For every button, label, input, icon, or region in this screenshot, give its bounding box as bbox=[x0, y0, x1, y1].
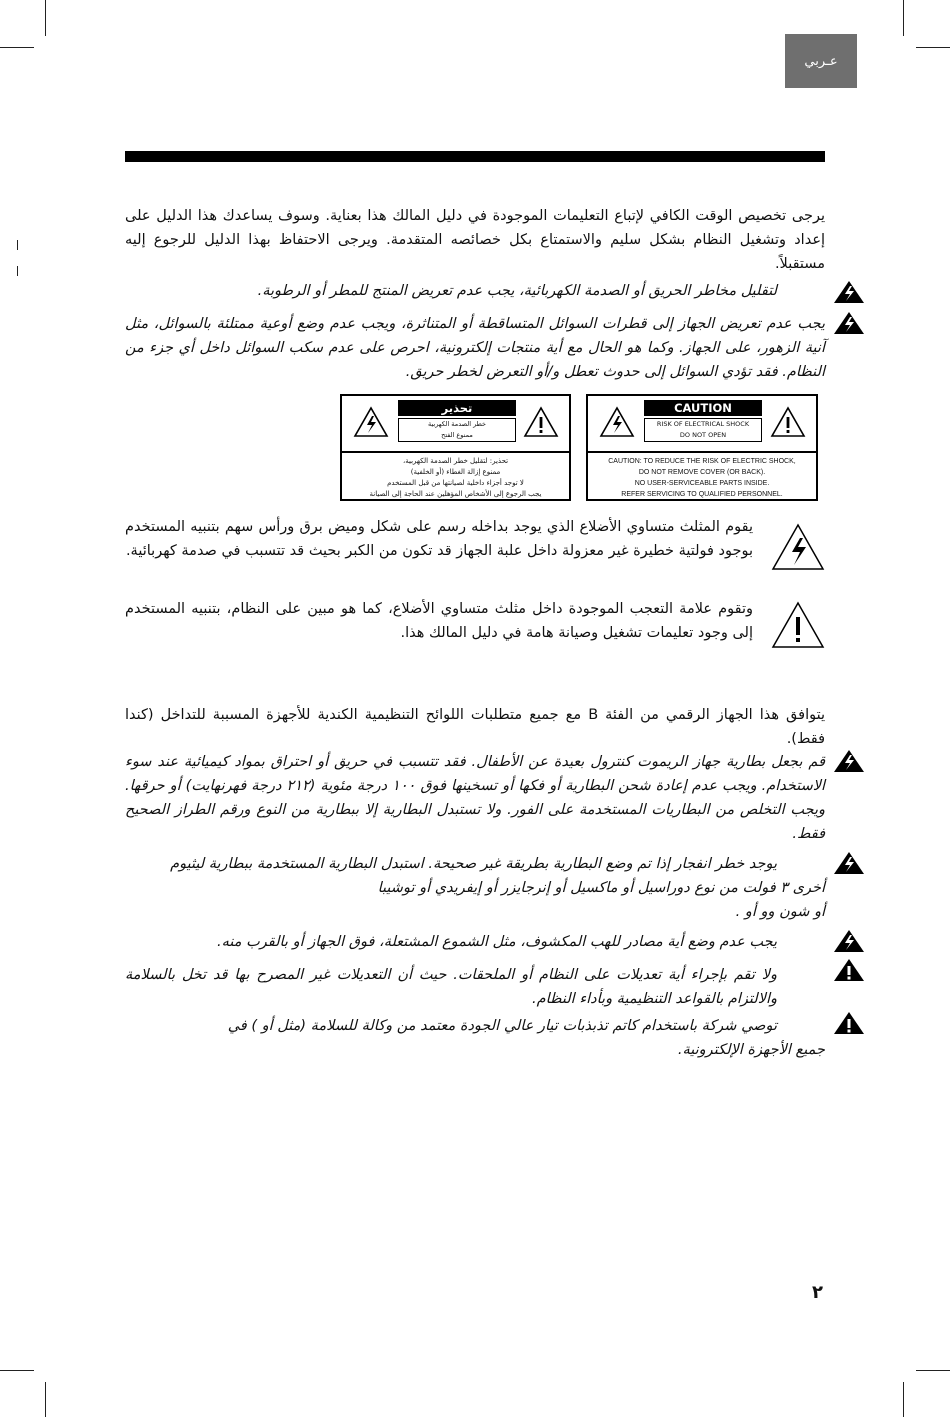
language-tab bbox=[785, 34, 857, 88]
warning-liquids-text: يجب عدم تعريض الجهاز إلى قطرات السوائل المتساقطة أو المتناثرة، ويجب عدم وضع أوعية ممتلئة بالسوائل، مثل آنية الزهور، على الجهاز. وكما هو الحال مع أية منتجات إلكترونية، احرص على عدم سكب السوائل داخل أي جزء من النظام. فقد تؤدي السوائل إلى حدوث تعطل و/أو التعرض لخطر حريق. bbox=[125, 316, 825, 380]
exclamation-symbol-text: وتقوم علامة التعجب الموجودة داخل مثلث متساوي الأضلاع، كما هو مبين على النظام، بتنبيه المستخدم إلى وجود تعليمات تشغيل وصيانة هامة في دليل المالك هذا. bbox=[125, 601, 753, 641]
language-tab-label: عـربي bbox=[804, 53, 838, 69]
crop-mark bbox=[17, 266, 18, 276]
exclamation-triangle-icon bbox=[770, 406, 806, 438]
exclamation-warning-icon bbox=[832, 1010, 866, 1036]
lightning-warning-icon bbox=[832, 748, 866, 774]
modifications-warning-text: ولا تقم بإجراء أية تعديلات على النظام أو الملحقات. حيث أن التعديلات غير المصرح بها قد تخل بالسلامة والالتزام بالقواعد التنظيمية وبأداء النظام. bbox=[125, 967, 777, 1007]
lightning-symbol-text: يقوم المثلث متساوي الأضلاع الذي يوجد بداخله رسم على شكل وميض برق ورأس سهم بتنبيه المستخدم بوجود فولتية خطيرة غير معزولة داخل علبة الجهاز قد تكون من الكبر بحيث قد تتسبب في صدمة كهربائية. bbox=[125, 519, 753, 559]
battery-children-text: قم بجعل بطارية جهاز الريموت كنترول بعيدة عن الأطفال. فقد تتسبب في حريق أو احتراق بمواد كيميائية عند سوء الاستخدام. ويجب عدم إعادة شحن البطارية أو فكها أو تسخينها فوق ١٠٠ درجة مئوية (٢١٢ درجة فهرنهايت) أو حرقها. ويجب التخلص من البطاريات المستخدمة على الفور. ولا تستبدل البطارية إلا ببطارية من النوع ورقم الطراز الصحيح فقط. bbox=[125, 754, 826, 842]
lightning-warning-icon bbox=[832, 310, 866, 336]
exclamation-triangle-icon bbox=[770, 600, 826, 650]
crop-mark bbox=[903, 0, 904, 36]
arabic-label-subheading: خطر الصدمة الكهربية ممنوع الفتح bbox=[398, 418, 516, 442]
canada-compliance-text: يتوافق هذا الجهاز الرقمي من الفئة B مع جميع متطلبات اللوائح التنظيمية الكندية للأجهزة المسببة للتداخل (كندا فقط). bbox=[125, 707, 825, 747]
lightning-warning-icon bbox=[832, 928, 866, 954]
crop-mark bbox=[916, 1370, 950, 1371]
crop-mark bbox=[0, 47, 34, 48]
english-label-text: CAUTION: TO REDUCE THE RISK OF ELECTRIC SHOCK, DO NOT REMOVE COVER (OR BACK). NO USER-SERVICEABLE PARTS INSIDE. REFER SERVICING TO QUALIFIED PERSONNEL. bbox=[608, 458, 796, 498]
battery-explosion-text-3: أو شون وو أو . bbox=[735, 904, 825, 920]
flames-warning-text: يجب عدم وضع أية مصادر للهب المكشوف، مثل الشموع المشتعلة، فوق الجهاز أو بالقرب منه. bbox=[216, 934, 777, 950]
header-rule bbox=[125, 151, 825, 162]
crop-mark bbox=[45, 0, 46, 36]
crop-mark bbox=[903, 1382, 904, 1417]
english-label-heading: CAUTION bbox=[644, 400, 762, 416]
crop-mark bbox=[17, 240, 18, 250]
page-number: ٢ bbox=[812, 1282, 823, 1303]
battery-explosion-text-2: أخرى ٣ فولت من نوع دوراسيل أو ماكسيل أو إنرجايزر أو إيفريدي أو توشيبا bbox=[377, 880, 825, 896]
english-caution-label bbox=[586, 394, 818, 501]
crop-mark bbox=[916, 47, 950, 48]
exclamation-triangle-icon bbox=[523, 406, 559, 438]
surge-protector-text-2: جميع الأجهزة الإلكترونية. bbox=[677, 1042, 825, 1058]
surge-protector-text-1: توصي شركة باستخدام كاتم تذبذبات تيار عالي الجودة معتمد من وكالة للسلامة (مثل أو ) في bbox=[227, 1018, 777, 1034]
lightning-triangle-icon bbox=[770, 522, 826, 572]
warning-fire-text: لتقليل مخاطر الحريق أو الصدمة الكهربائية، يجب عدم تعريض المنتج للمطر أو الرطوبة. bbox=[257, 283, 777, 299]
battery-explosion-text-1: يوجد خطر انفجار إذا تم وضع البطارية بطريقة غير صحيحة. استبدل البطارية المستخدمة ببطارية ليثيوم bbox=[170, 856, 777, 872]
arabic-label-heading: تحذير bbox=[398, 400, 516, 416]
arabic-label-text: تحذير: لتقليل خطر الصدمة الكهربية، ممنوع إزالة الغطاء (أو الخلفية) لا توجد أجزاء داخلية لصيانتها من قبل المستخدم يجب الرجوع إلى الأشخاص المؤهلين عند الحاجة إلى الصيانة bbox=[369, 457, 542, 498]
intro-paragraph: يرجى تخصيص الوقت الكافي لإتباع التعليمات الموجودة في دليل المالك هذا بعناية. وسوف يساعدك هذا الدليل على إعداد وتشغيل النظام بشكل سليم والاستمتاع بكل خصائصه المتقدمة. ويرجى الاحتفاظ بهذا الدليل للرجوع إليه مستقبلاً. bbox=[125, 208, 825, 272]
crop-mark bbox=[45, 1382, 46, 1417]
lightning-warning-icon bbox=[832, 850, 866, 876]
lightning-triangle-icon bbox=[353, 406, 389, 438]
crop-mark bbox=[0, 1370, 34, 1371]
lightning-triangle-icon bbox=[599, 406, 635, 438]
arabic-caution-label bbox=[340, 394, 571, 501]
exclamation-warning-icon bbox=[832, 957, 866, 983]
english-label-subheading: RISK OF ELECTRICAL SHOCK DO NOT OPEN bbox=[644, 418, 762, 442]
lightning-warning-icon bbox=[832, 279, 866, 305]
